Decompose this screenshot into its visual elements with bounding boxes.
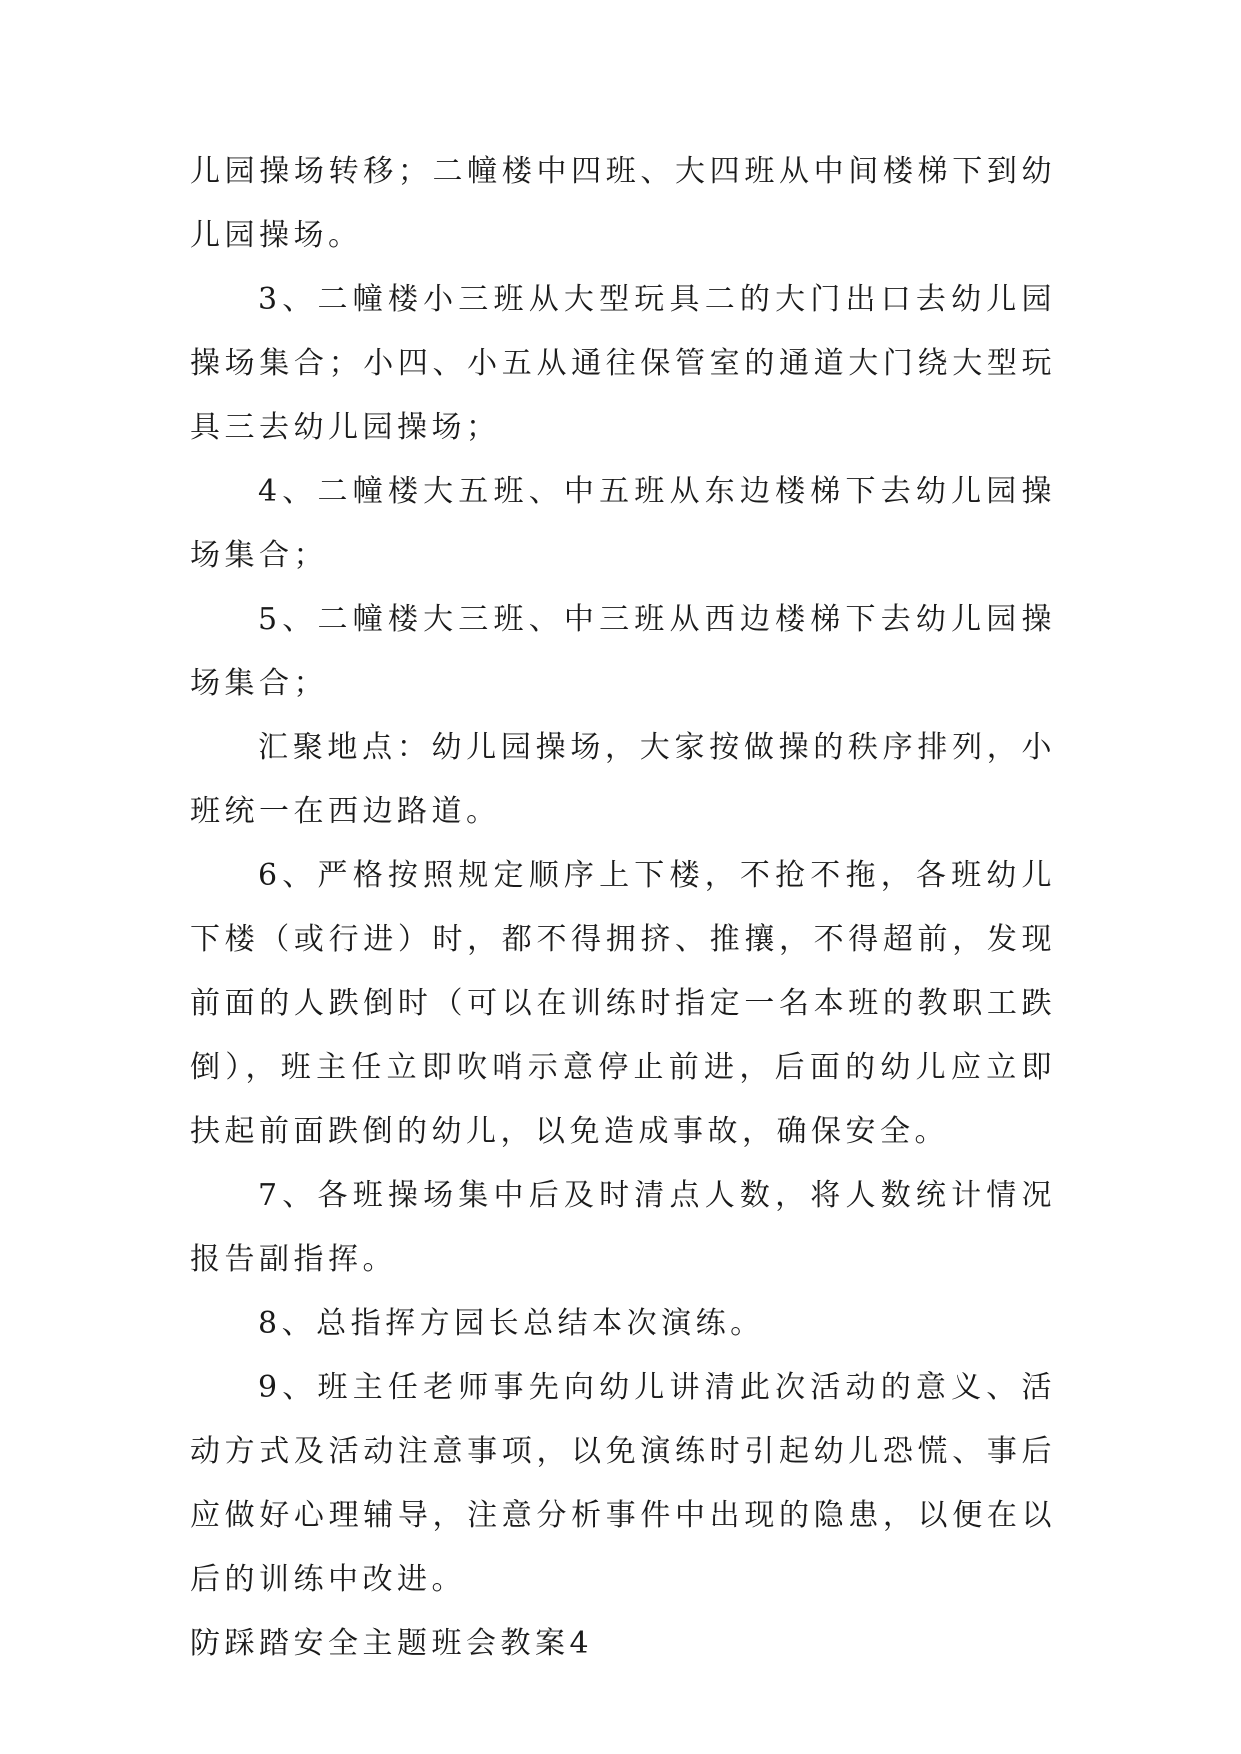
paragraph-continuation: 儿园操场转移；二幢楼中四班、大四班从中间楼梯下到幼儿园操场。 [190,154,1056,253]
paragraph-item-5: 5、二幢楼大三班、中三班从西边楼梯下去幼儿园操场集合； [190,602,1056,701]
section-heading: 防踩踏安全主题班会教案4 [190,1626,594,1661]
paragraph-item-3: 3、二幢楼小三班从大型玩具二的大门出口去幼儿园操场集合；小四、小五从通往保管室的通道大门绕大型玩具三去幼儿园操场； [190,282,1056,445]
paragraph-gathering-point: 汇聚地点：幼儿园操场，大家按做操的秩序排列，小班统一在西边路道。 [190,730,1056,829]
paragraph-item-7: 7、各班操场集中后及时清点人数，将人数统计情况报告副指挥。 [190,1178,1056,1277]
paragraph-item-9: 9、班主任老师事先向幼儿讲清此次活动的意义、活动方式及活动注意事项，以免演练时引起幼儿恐慌、事后应做好心理辅导，注意分析事件中出现的隐患，以便在以后的训练中改进。 [190,1370,1056,1597]
paragraph-item-8: 8、总指挥方园长总结本次演练。 [258,1306,765,1341]
paragraph-item-4: 4、二幢楼大五班、中五班从东边楼梯下去幼儿园操场集合； [190,474,1056,573]
document-page [190,140,1056,1676]
paragraph-item-6: 6、严格按照规定顺序上下楼，不抢不拖，各班幼儿下楼（或行进）时，都不得拥挤、推攘，不得超前，发现前面的人跌倒时（可以在训练时指定一名本班的教职工跌倒），班主任立即吹哨示意停止前进，后面的幼儿应立即扶起前面跌倒的幼儿，以免造成事故，确保安全。 [190,858,1056,1149]
